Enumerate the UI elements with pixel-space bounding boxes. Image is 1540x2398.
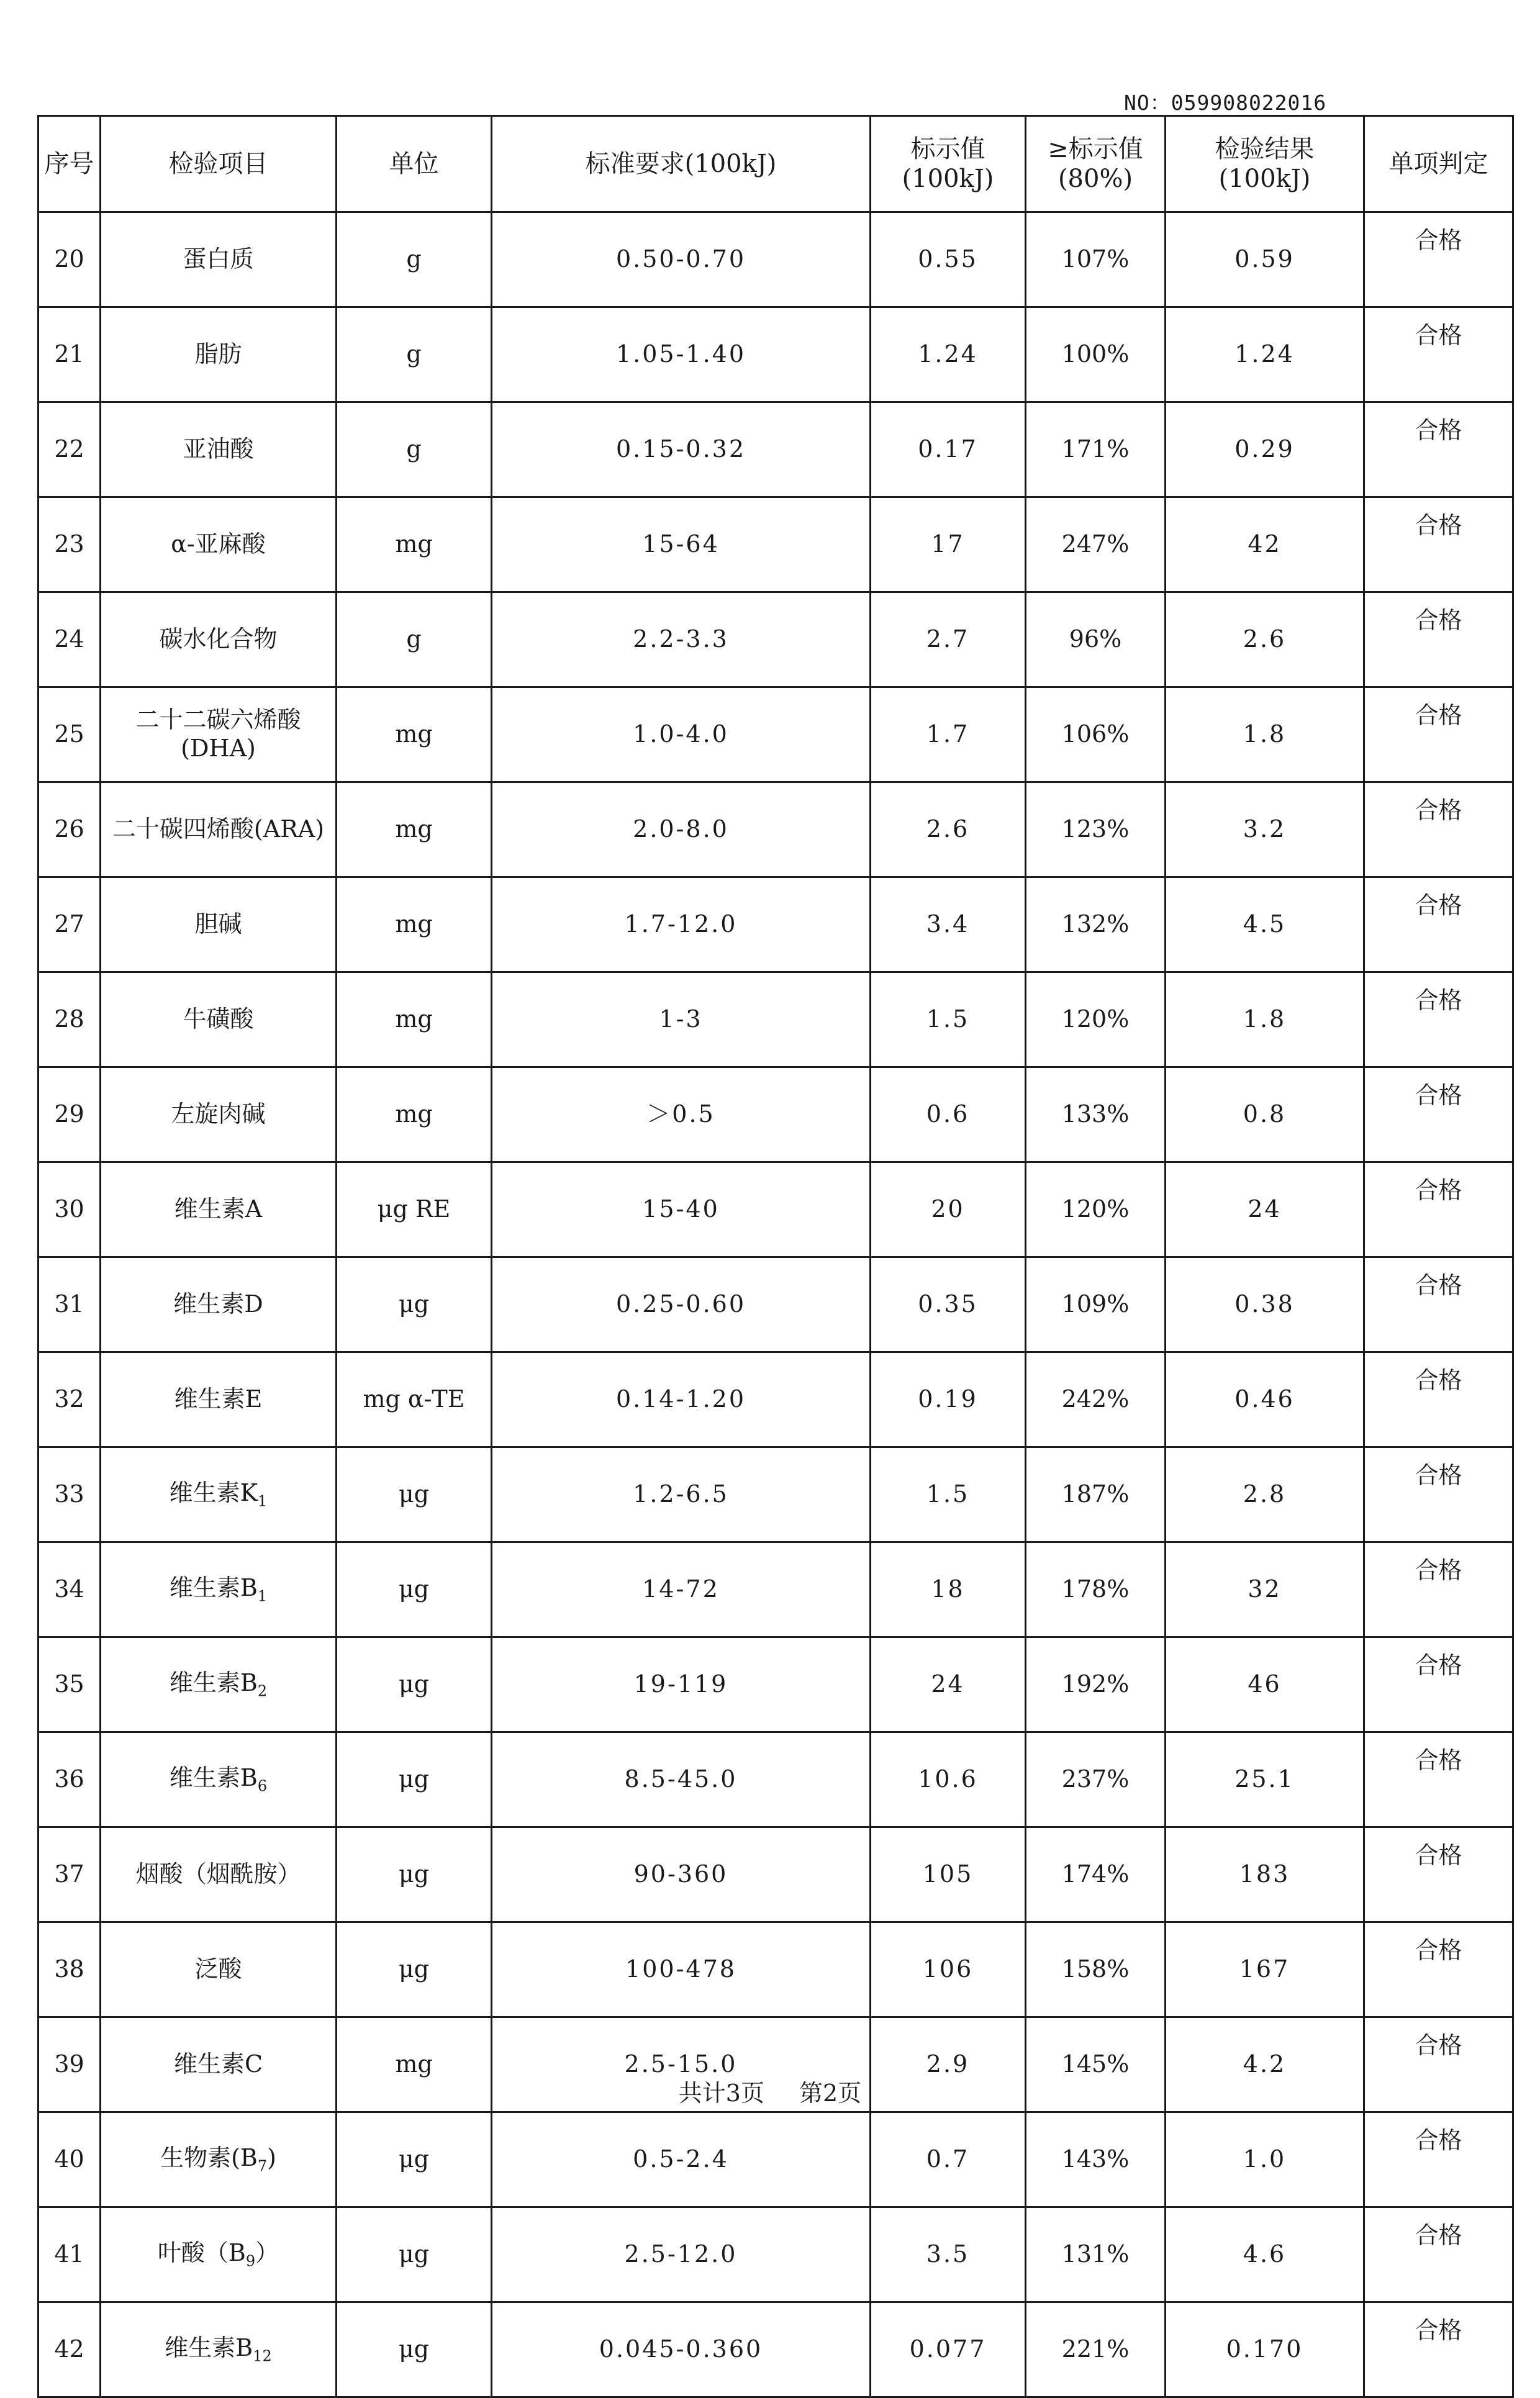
cell-ratio: 132%: [1026, 877, 1166, 972]
cell-ratio: 174%: [1026, 1827, 1166, 1922]
table-row: [38, 1162, 1513, 1257]
cell-item-text: 叶酸（B: [157, 2238, 246, 2266]
cell-seq: 33: [38, 1447, 101, 1542]
cell-item: [101, 1257, 337, 1352]
cell-standard: 0.50-0.70: [492, 212, 871, 307]
cell-ratio: 178%: [1026, 1542, 1166, 1637]
cell-item-text: 生物素(B: [160, 2143, 258, 2171]
cell-seq: 29: [38, 1067, 101, 1162]
cell-seq: 20: [38, 212, 101, 307]
cell-label-value: 3.5: [871, 2207, 1026, 2302]
cell-item: [101, 1542, 337, 1637]
cell-verdict: 合格: [1364, 1637, 1513, 1732]
footer-total-pages: 共计3页: [678, 2079, 764, 2107]
cell-standard: 15-64: [492, 497, 871, 592]
cell-ratio: 123%: [1026, 782, 1166, 877]
cell-result: 4.2: [1166, 2017, 1364, 2112]
table-row: [38, 877, 1513, 972]
header-label-value: [871, 116, 1026, 212]
table-row: [38, 402, 1513, 497]
cell-item: [101, 782, 337, 877]
cell-label-value: 0.55: [871, 212, 1026, 307]
cell-item: [101, 1827, 337, 1922]
cell-ratio: 96%: [1026, 592, 1166, 687]
cell-item: [101, 1922, 337, 2017]
cell-item: [101, 1162, 337, 1257]
cell-result: 4.5: [1166, 877, 1364, 972]
cell-seq: 38: [38, 1922, 101, 2017]
cell-standard: 0.5-2.4: [492, 2112, 871, 2207]
cell-label-value: 2.6: [871, 782, 1026, 877]
header-ratio-line1: ≥标示值: [1048, 135, 1143, 163]
cell-unit: μg: [337, 2302, 492, 2397]
table-row: [38, 212, 1513, 307]
cell-standard: 2.0-8.0: [492, 782, 871, 877]
cell-result: 0.38: [1166, 1257, 1364, 1352]
header-standard: 标准要求(100kJ): [492, 116, 871, 212]
cell-verdict: 合格: [1364, 592, 1513, 687]
cell-verdict: 合格: [1364, 1542, 1513, 1637]
cell-item-text: 维生素B: [169, 1763, 258, 1791]
cell-verdict: 合格: [1364, 972, 1513, 1067]
cell-unit: g: [337, 307, 492, 402]
cell-seq: 31: [38, 1257, 101, 1352]
cell-item-text: 左旋肉碱: [171, 1100, 266, 1128]
cell-item: [101, 307, 337, 402]
cell-result: 46: [1166, 1637, 1364, 1732]
cell-unit: mg: [337, 2017, 492, 2112]
cell-item-subscript: 9: [245, 2252, 256, 2270]
cell-unit: μg: [337, 1542, 492, 1637]
cell-item-text: 亚油酸: [183, 435, 254, 463]
table-row: [38, 972, 1513, 1067]
cell-label-value: 1.24: [871, 307, 1026, 402]
cell-result: 42: [1166, 497, 1364, 592]
cell-unit: mg: [337, 972, 492, 1067]
cell-unit: mg: [337, 687, 492, 782]
cell-item: [101, 1352, 337, 1447]
table-row: [38, 687, 1513, 782]
header-result-line1: 检验结果: [1215, 135, 1315, 163]
cell-result: 32: [1166, 1542, 1364, 1637]
cell-unit: mg α-TE: [337, 1352, 492, 1447]
cell-verdict: 合格: [1364, 1447, 1513, 1542]
cell-result: 24: [1166, 1162, 1364, 1257]
cell-unit: μg: [337, 2112, 492, 2207]
cell-item-subscript: 6: [257, 1777, 268, 1795]
cell-item-text: 维生素E: [174, 1385, 263, 1413]
cell-item: [101, 402, 337, 497]
cell-unit: g: [337, 402, 492, 497]
cell-item-subscript: 12: [253, 2347, 272, 2365]
cell-seq: 28: [38, 972, 101, 1067]
cell-result: 167: [1166, 1922, 1364, 2017]
cell-verdict: 合格: [1364, 402, 1513, 497]
cell-item-text: 胆碱: [194, 910, 242, 938]
header-label-value-line1: 标示值: [910, 135, 985, 163]
cell-standard: 0.045-0.360: [492, 2302, 871, 2397]
cell-item-text: 二十碳四烯酸(ARA): [112, 815, 325, 843]
cell-unit: mg: [337, 497, 492, 592]
cell-result: 0.29: [1166, 402, 1364, 497]
table-row: [38, 307, 1513, 402]
cell-ratio: 131%: [1026, 2207, 1166, 2302]
cell-verdict: 合格: [1364, 1162, 1513, 1257]
cell-ratio: 145%: [1026, 2017, 1166, 2112]
cell-result: 183: [1166, 1827, 1364, 1922]
cell-label-value: 2.9: [871, 2017, 1026, 2112]
footer-current-page: 第2页: [799, 2079, 862, 2107]
cell-item-text: 烟酸（烟酰胺）: [135, 1860, 301, 1888]
cell-item: [101, 1447, 337, 1542]
cell-label-value: 105: [871, 1827, 1026, 1922]
cell-ratio: 100%: [1026, 307, 1166, 402]
cell-seq: 35: [38, 1637, 101, 1732]
cell-result: 4.6: [1166, 2207, 1364, 2302]
cell-label-value: 106: [871, 1922, 1026, 2017]
cell-item: [101, 1732, 337, 1827]
cell-unit: mg: [337, 782, 492, 877]
table-row: [38, 1257, 1513, 1352]
cell-label-value: 1.5: [871, 1447, 1026, 1542]
table-row: [38, 2302, 1513, 2397]
cell-item-subscript: 1: [258, 1492, 268, 1510]
cell-standard: 1-3: [492, 972, 871, 1067]
cell-item-line2: (DHA): [181, 735, 256, 762]
cell-label-value: 20: [871, 1162, 1026, 1257]
cell-label-value: 0.19: [871, 1352, 1026, 1447]
cell-ratio: 106%: [1026, 687, 1166, 782]
cell-unit: μg: [337, 1732, 492, 1827]
cell-seq: 23: [38, 497, 101, 592]
cell-ratio: 107%: [1026, 212, 1166, 307]
page-footer: [0, 2074, 1540, 2108]
table-row: [38, 1637, 1513, 1732]
cell-label-value: 18: [871, 1542, 1026, 1637]
header-label-value-line2: (100kJ): [902, 165, 994, 193]
cell-ratio: 109%: [1026, 1257, 1166, 1352]
cell-standard: 1.0-4.0: [492, 687, 871, 782]
cell-unit: μg RE: [337, 1162, 492, 1257]
cell-verdict: 合格: [1364, 2112, 1513, 2207]
cell-label-value: 2.7: [871, 592, 1026, 687]
cell-label-value: 1.5: [871, 972, 1026, 1067]
cell-item: [101, 2302, 337, 2397]
cell-verdict: 合格: [1364, 2017, 1513, 2112]
inspection-table: [37, 115, 1514, 2398]
cell-ratio: 187%: [1026, 1447, 1166, 1542]
cell-verdict: 合格: [1364, 497, 1513, 592]
table-row: [38, 1447, 1513, 1542]
table-row: [38, 2112, 1513, 2207]
cell-ratio: 120%: [1026, 972, 1166, 1067]
cell-item-subscript: 1: [257, 1587, 268, 1605]
table-row: [38, 2207, 1513, 2302]
cell-item-subscript: 2: [257, 1682, 268, 1700]
table-row: [38, 1732, 1513, 1827]
cell-label-value: 17: [871, 497, 1026, 592]
cell-verdict: 合格: [1364, 1922, 1513, 2017]
cell-label-value: 10.6: [871, 1732, 1026, 1827]
cell-ratio: 221%: [1026, 2302, 1166, 2397]
cell-label-value: 1.7: [871, 687, 1026, 782]
cell-unit: μg: [337, 1257, 492, 1352]
cell-seq: 32: [38, 1352, 101, 1447]
cell-seq: 40: [38, 2112, 101, 2207]
cell-unit: μg: [337, 1827, 492, 1922]
cell-item-text: 蛋白质: [183, 245, 254, 273]
cell-result: 25.1: [1166, 1732, 1364, 1827]
cell-verdict: 合格: [1364, 877, 1513, 972]
header-row: [38, 116, 1513, 212]
cell-label-value: 0.6: [871, 1067, 1026, 1162]
cell-verdict: 合格: [1364, 782, 1513, 877]
cell-item-text: 脂肪: [194, 340, 242, 368]
cell-verdict: 合格: [1364, 1352, 1513, 1447]
cell-result: 0.8: [1166, 1067, 1364, 1162]
cell-ratio: 247%: [1026, 497, 1166, 592]
cell-item: [101, 212, 337, 307]
cell-result: 0.46: [1166, 1352, 1364, 1447]
header-ratio-line2: (80%): [1058, 165, 1133, 193]
cell-seq: 39: [38, 2017, 101, 2112]
cell-item-text: 二十二碳六烯酸: [135, 706, 301, 734]
cell-item: [101, 972, 337, 1067]
cell-item: [101, 687, 337, 782]
cell-item: [101, 2112, 337, 2207]
cell-item-subscript: 7: [257, 2157, 268, 2175]
cell-label-value: 0.7: [871, 2112, 1026, 2207]
cell-ratio: 237%: [1026, 1732, 1166, 1827]
header-ratio: [1026, 116, 1166, 212]
header-result-line2: (100kJ): [1218, 165, 1311, 193]
cell-item: [101, 2207, 337, 2302]
cell-item-text: 维生素B: [169, 1668, 258, 1696]
cell-label-value: 3.4: [871, 877, 1026, 972]
cell-item-text: 维生素B: [169, 1573, 258, 1601]
header-verdict: 单项判定: [1364, 116, 1513, 212]
cell-verdict: 合格: [1364, 1732, 1513, 1827]
cell-unit: g: [337, 592, 492, 687]
cell-standard: 1.2-6.5: [492, 1447, 871, 1542]
cell-ratio: 242%: [1026, 1352, 1166, 1447]
cell-standard: 8.5-45.0: [492, 1732, 871, 1827]
cell-result: 0.59: [1166, 212, 1364, 307]
header-unit: 单位: [337, 116, 492, 212]
cell-unit: μg: [337, 1637, 492, 1732]
cell-standard: 2.5-15.0: [492, 2017, 871, 2112]
cell-item-text: 泛酸: [194, 1955, 242, 1983]
cell-seq: 34: [38, 1542, 101, 1637]
cell-item-text: α-亚麻酸: [171, 530, 266, 558]
cell-seq: 21: [38, 307, 101, 402]
cell-item-text: 维生素K: [169, 1478, 258, 1506]
cell-item: [101, 1637, 337, 1732]
cell-standard: 0.14-1.20: [492, 1352, 871, 1447]
cell-unit: mg: [337, 1067, 492, 1162]
cell-item-text: 维生素C: [173, 2050, 263, 2078]
cell-unit: mg: [337, 877, 492, 972]
cell-item-text: 牛磺酸: [183, 1005, 254, 1033]
cell-seq: 41: [38, 2207, 101, 2302]
cell-seq: 42: [38, 2302, 101, 2397]
cell-ratio: 192%: [1026, 1637, 1166, 1732]
cell-seq: 22: [38, 402, 101, 497]
cell-result: 2.8: [1166, 1447, 1364, 1542]
cell-item: [101, 1067, 337, 1162]
header-result: [1166, 116, 1364, 212]
cell-result: 3.2: [1166, 782, 1364, 877]
cell-item-text: 碳水化合物: [159, 625, 278, 653]
cell-result: 1.24: [1166, 307, 1364, 402]
table-row: [38, 497, 1513, 592]
cell-standard: 100-478: [492, 1922, 871, 2017]
cell-item-text: 维生素D: [173, 1290, 263, 1318]
table-row: [38, 1827, 1513, 1922]
cell-verdict: 合格: [1364, 1827, 1513, 1922]
cell-standard: 19-119: [492, 1637, 871, 1732]
cell-verdict: 合格: [1364, 687, 1513, 782]
cell-ratio: 158%: [1026, 1922, 1166, 2017]
cell-seq: 27: [38, 877, 101, 972]
table-row: [38, 1542, 1513, 1637]
table-row: [38, 1067, 1513, 1162]
cell-seq: 36: [38, 1732, 101, 1827]
cell-result: 1.8: [1166, 972, 1364, 1067]
cell-standard: 90-360: [492, 1827, 871, 1922]
document-number: NO：059908022016: [1124, 91, 1327, 115]
cell-item: [101, 497, 337, 592]
table-body: [38, 212, 1513, 2397]
cell-standard: 2.2-3.3: [492, 592, 871, 687]
cell-label-value: 24: [871, 1637, 1026, 1732]
cell-unit: μg: [337, 1922, 492, 2017]
cell-ratio: 171%: [1026, 402, 1166, 497]
cell-standard: 14-72: [492, 1542, 871, 1637]
cell-item-suffix: ）: [255, 2238, 279, 2266]
cell-seq: 24: [38, 592, 101, 687]
cell-seq: 37: [38, 1827, 101, 1922]
table-row: [38, 1352, 1513, 1447]
cell-seq: 25: [38, 687, 101, 782]
cell-ratio: 133%: [1026, 1067, 1166, 1162]
cell-item-suffix: ): [267, 2143, 276, 2171]
cell-unit: μg: [337, 2207, 492, 2302]
cell-standard: 0.25-0.60: [492, 1257, 871, 1352]
cell-label-value: 0.35: [871, 1257, 1026, 1352]
cell-verdict: 合格: [1364, 212, 1513, 307]
cell-verdict: 合格: [1364, 1257, 1513, 1352]
cell-seq: 26: [38, 782, 101, 877]
cell-result: 0.170: [1166, 2302, 1364, 2397]
cell-item: [101, 877, 337, 972]
cell-standard: 15-40: [492, 1162, 871, 1257]
cell-verdict: 合格: [1364, 2207, 1513, 2302]
header-seq: 序号: [38, 116, 101, 212]
cell-standard: 1.05-1.40: [492, 307, 871, 402]
table-header: [38, 116, 1513, 212]
cell-label-value: 0.17: [871, 402, 1026, 497]
cell-verdict: 合格: [1364, 2302, 1513, 2397]
cell-standard: ＞0.5: [492, 1067, 871, 1162]
table-row: [38, 782, 1513, 877]
cell-verdict: 合格: [1364, 1067, 1513, 1162]
cell-unit: μg: [337, 1447, 492, 1542]
cell-verdict: 合格: [1364, 307, 1513, 402]
cell-label-value: 0.077: [871, 2302, 1026, 2397]
cell-ratio: 143%: [1026, 2112, 1166, 2207]
cell-item-text: 维生素A: [174, 1195, 263, 1223]
cell-seq: 30: [38, 1162, 101, 1257]
cell-standard: 0.15-0.32: [492, 402, 871, 497]
table-row: [38, 592, 1513, 687]
cell-standard: 2.5-12.0: [492, 2207, 871, 2302]
header-item: 检验项目: [101, 116, 337, 212]
cell-item: [101, 592, 337, 687]
cell-item-text: 维生素B: [165, 2333, 253, 2361]
cell-result: 2.6: [1166, 592, 1364, 687]
cell-ratio: 120%: [1026, 1162, 1166, 1257]
cell-result: 1.8: [1166, 687, 1364, 782]
cell-standard: 1.7-12.0: [492, 877, 871, 972]
cell-unit: g: [337, 212, 492, 307]
table-row: [38, 1922, 1513, 2017]
cell-result: 1.0: [1166, 2112, 1364, 2207]
